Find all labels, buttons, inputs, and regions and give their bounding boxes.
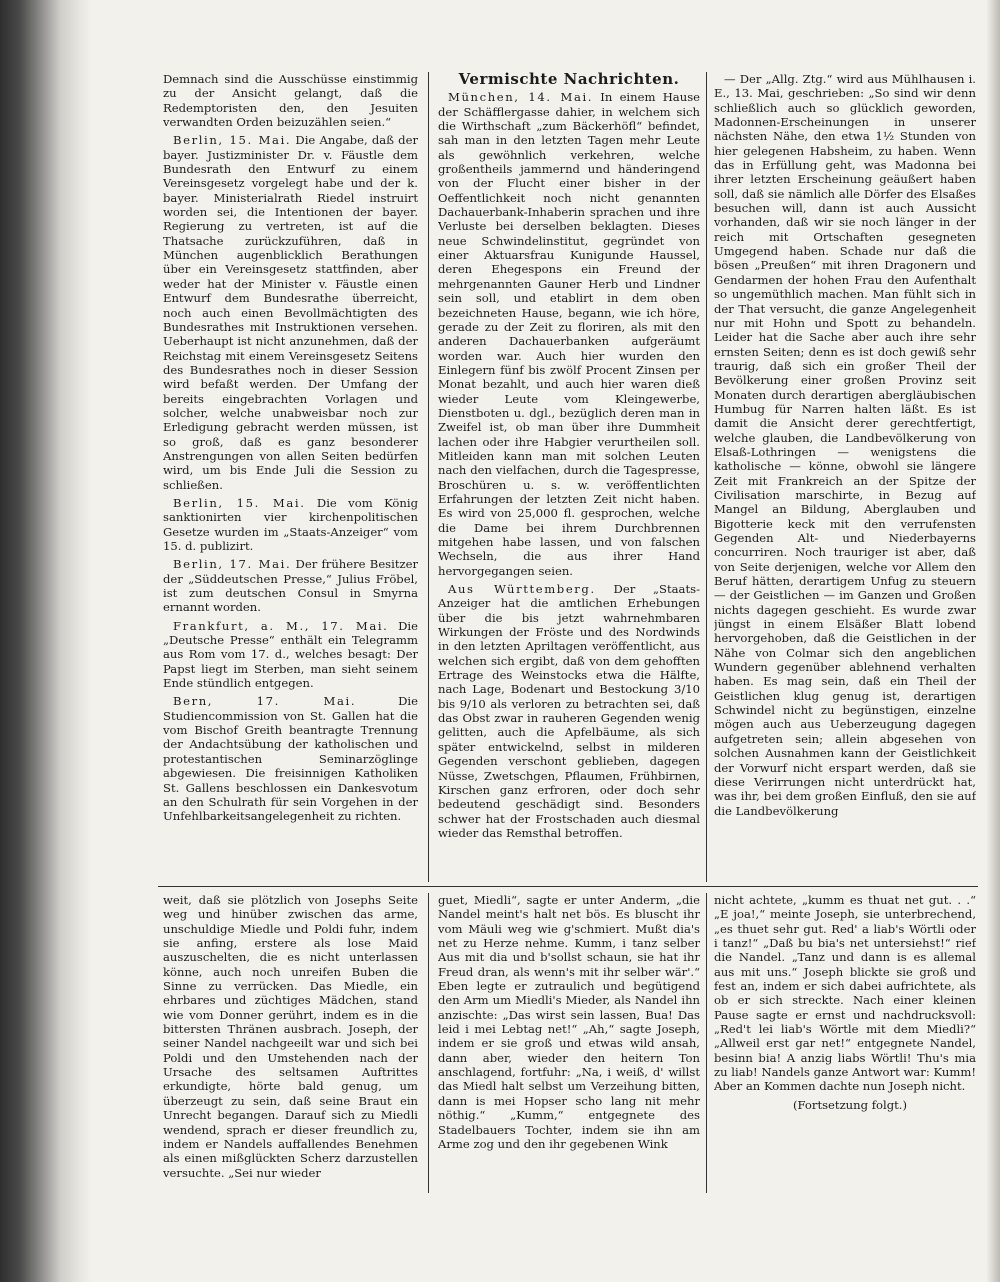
- dateline: Berlin, 17. Mai.: [173, 557, 292, 572]
- col1-paragraph-6: [163, 694, 418, 823]
- feuilleton-column-3: [714, 893, 976, 1193]
- dateline: Berlin, 15. Mai.: [173, 133, 292, 148]
- to-be-continued: (Fortsetzung folgt.): [792, 1097, 907, 1112]
- dateline: Berlin, 15. Mai.: [173, 495, 306, 510]
- dateline: Frankfurt, a. M., 17. Mai.: [173, 618, 389, 633]
- feuilleton-paragraph: weit, daß sie plötzlich von Josephs Seite weg und hinüber zwischen das arme, unschuldige Miedle und Poldi fuhr, indem sie anfing, erstere als lose Maid auszuschelten, die es nicht unterlassen könne, auch noch unreifen Buben die Sinne zu verrücken. Das Miedle, ein ehrbares und züchtiges Mädchen, stand wie vom Donner gerührt, indem es in die bittersten Thränen ausbrach. Joseph, der seiner Nandel nachgeeilt war und sich bei Poldi und den Umstehenden nach der Ursache des seltsamen Auftrittes erkundigte, hörte bald genug, um überzeugt zu sein, daß seine Braut ein Unrecht begangen. Darauf sich zu Miedli wendend, sprach er dieser freundlich zu, indem er Nandels auffallendes Benehmen als einen mißglückten Scherz darzustellen versuchte. „Sei nur wieder: [163, 893, 418, 1180]
- column-2: [438, 72, 700, 880]
- feuilleton-paragraph: guet, Miedli“, sagte er unter Anderm, „die Nandel meint's halt net bös. Es bluscht ihr vom Mäuli weg wie g'schmiert. Mußt dia's net zu Herze nehme. Kumm, i tanz selber Aus mit dia und b'sollst schaun, sie hat ihr Freud dran, als wenn's mit ihr selber wär'.“ Eben legte er zutraulich und begütigend den Arm um Miedli's Mieder, als Nandel ihn anzischte: „Das wirst sein lassen, Bua! Das leid i mei Lebtag net!“ „Ah,“ sagte Joseph, indem er sie groß und etwas wild ansah, dann aber, wieder den heitern Ton anschlagend, fortfuhr: „Na, i weiß, d' willst das Miedl halt selbst um Verzeihung bitten, dann is mei Hopser scho lang nit mehr nöthig.“ „Kumm,“ entgegnete des Stadelbauers Tochter, indem sie ihn am Arme zog und den ihr gegebenen Wink: [438, 893, 700, 1151]
- paragraph-text: Der „Staats-Anzeiger hat die amtlichen Erhebungen über die bis jetzt wahrnehmbaren Wirkungen der Fröste und des Nordwinds in den letzten Apriltagen veröffentlicht, aus welchen sich ergibt, daß von dem gehofften Ertrage des Weinstocks etwa die Hälfte, nach Lage, Bodenart und Bestockung 3/10 bis 9/10 als verloren zu betrachten sei, daß das Obst zwar in rauheren Gegenden wenig gelitten, auch die Apfelbäume, als sich später entwickelnd, selbst in milderen Gegenden verschont geblieben, dagegen Nüsse, Zwetschgen, Pflaumen, Frühbirnen, Kirschen ganz erfroren, oder doch sehr bedeutend geschädigt sind. Besonders schwer hat der Frostschaden auch diesmal wieder das Remsthal betroffen.: [438, 582, 700, 840]
- column-divider: [428, 893, 429, 1193]
- feuilleton-column-1: [163, 893, 418, 1193]
- col2-paragraph-1: [438, 90, 700, 578]
- paragraph-text: Die vom König sanktionirten vier kirchenpolitischen Gesetze wurden im „Staats-Anzeiger“ vom 15. d. publizirt.: [163, 495, 418, 553]
- column-divider: [428, 72, 429, 882]
- col2-paragraph-2: [438, 582, 700, 840]
- col1-paragraph-1: Demnach sind die Ausschüsse einstimmig zu der Ansicht gelangt, daß die Redemptoristen den, den Jesuiten verwandten Orden beizuzählen seien.“: [163, 72, 418, 130]
- dateline: Bern, 17. Mai.: [173, 694, 357, 709]
- col1-paragraph-3: [163, 496, 418, 553]
- dateline: Aus Württemberg.: [448, 582, 596, 597]
- feuilleton-paragraph: nicht achtete, „kumm es thuat net gut. . .“ „E joa!,“ meinte Joseph, sie unterbrechend, „es thuet sehr gut. Red' a liab's Wörtli oder i tanz!“ „Daß bu bia's net untersiehst!“ rief die Nandel. „Tanz und dann is es allemal aus mit uns.“ Joseph blickte sie groß und fest an, indem er sich dabei aufrichtete, als ob er sich streckte. Nach einer kleinen Pause sagte er ernst und nachdrucksvoll: „Red't lei liab's Wörtle mit dem Miedli?“ „Allweil erst gar net!“ entgegnete Nandel, besinn bia! A anzig liabs Wörtli! Thu's mia zu liab! Nandels ganze Antwort war: Kumm! Aber an Kommen dachte nun Joseph nicht.: [714, 893, 976, 1094]
- dateline: München, 14. Mai.: [448, 90, 594, 105]
- column-divider: [706, 893, 707, 1193]
- book-binding-edge: [0, 0, 92, 1282]
- column-3: [714, 72, 976, 880]
- col3-paragraph-1: — Der „Allg. Ztg.“ wird aus Mühlhausen i. E., 13. Mai, geschrieben: „So sind wir denn schließlich auch so glücklich geworden, Madonnen-Erscheinungen in unserer nächsten Nähe, den etwa 1½ Stunden von hier gelegenen Habsheim, zu haben. Wenn das in Erfüllung geht, was Madonna bei ihrer letzten Erscheinung geäußert haben soll, daß sie nämlich alle Dörfer des Elsaßes besuchen will, dann ist auch Aussicht vorhanden, daß wir sie noch länger in der reich mit Ortschaften gesegneten Umgegend haben. Schade nur daß die bösen „Preußen“ mit ihren Dragonern und Gendarmen der hohen Frau den Aufenthalt so ungemüthlich machen. Man fühlt sich in der That versucht, die ganze Angelegenheit nur mit Hohn und Spott zu behandeln. Leider hat die Sache aber auch ihre sehr ernsten Seiten; denn es ist doch gewiß sehr traurig, daß sich ein großer Theil der Bevölkerung einer großen Provinz seit Monaten durch derartigen abergläubischen Humbug für Narren halten läßt. Es ist damit die Ansicht derer gerechtfertigt, welche glauben, die Landbevölkerung von Elsaß-Lothringen — wenigstens die katholische — könne, obwohl sie längere Zeit mit Frankreich an der Spitze der Civilisation marschirte, in Bezug auf Mangel an Bildung, Aberglauben und Bigotterie keck mit den verrufensten Gegenden Alt- und Niederbayerns concurriren. Noch trauriger ist aber, daß von Seite derjenigen, welche vor Allem den Beruf hätten, derartigem Unfug zu steuern — der Geistlichen — im Ganzen und Großen nichts dagegen geschieht. Es wurde zwar jüngst in einem Elsäßer Blatt lobend hervorgehoben, daß die Geistlichen in der Nähe von Colmar sich den angeblichen Wundern gegenüber ablehnend verhalten haben. Es mag sein, daß ein Theil der Geistlichen klug genug ist, derartigen Schwindel nicht zu begünstigen, einzelne mögen auch aus Ueberzeugung dagegen aufgetreten sein; allein abgesehen von solchen Ausnahmen kann der Geistlichkeit der Vorwurf nicht erspart werden, daß sie diese Verirrungen nicht unterdrückt hat, was ihr, bei dem großen Einfluß, den sie auf die Landbevölkerung: [714, 72, 976, 818]
- paragraph-text: Die Angabe, daß der bayer. Justizminister Dr. v. Fäustle dem Bundesrath den Entwurf zu einem Vereinsgesetz vorgelegt habe und der k. bayer. Ministerialrath Riedel instruirt worden sei, die Intentionen der bayer. Regierung zu vertreten, ist auf die Thatsache zurückzuführen, daß in München augenblicklich Berathungen über ein Vereinsgesetz stattfinden, aber weder hat der Minister v. Fäustle einen Entwurf dem Bundesrathe überreicht, noch auch einen Bevollmächtigten des Bundesrathes mit Instruktionen versehen. Ueberhaupt ist nicht anzunehmen, daß der Reichstag mit einem Vereinsgesetz Seitens des Bundesrathes noch in dieser Session wird befaßt werden. Der Umfang der bereits eingebrachten Vorlagen und solcher, welche unabweisbar noch zur Erledigung gebracht werden müssen, ist so groß, daß es ganz besonderer Anstrengungen von allen Seiten bedürfen wird, um bis Ende Juli die Session zu schließen.: [163, 133, 418, 492]
- paragraph-text: In einem Hause der Schäfflergasse dahier, in welchem sich die Wirthschaft „zum Bäckerhöfl“ befindet, sah man in den letzten Tagen mehr Leute als gewöhnlich verkehren, welche großentheils jammernd und händeringend von der Flucht einer bisher in der Oeffentlichkeit noch nicht genannten Dachauerbank-Inhaberin sprachen und ihre Verluste bei derselben beklagten. Dieses neue Schwindelinstitut, gegründet von einer Aktuarsfrau Kunigunde Haussel, deren Ehegespons ein Freund der mehrgenannten Gauner Herb und Lindner sein soll, und etablirt in dem oben bezeichneten Hause, begann, wie ich höre, gerade zu der Zeit zu floriren, als mit den anderen Dachauerbanken aufgeräumt worden war. Auch hier wurden den Einlegern fünf bis zwölf Procent Zinsen per Monat bezahlt, und auch hier waren dieß wieder Leute vom Kleingewerbe, Dienstboten u. dgl., bezüglich deren man in Zweifel ist, ob man über ihre Dummheit lachen oder ihre Habgier verurtheilen soll. Mitleiden kann man mit solchen Leuten nach den vielfachen, durch die Tagespresse, Broschüren u. s. w. veröffentlichten Erfahrungen der letzten Zeit nicht haben. Es wird von 25,000 fl. gesprochen, welche die Dame bei ihrem Durchbrennen mitgehen habe lassen, und von falschen Wechseln, die aus ihrer Hand hervorgegangen seien.: [438, 90, 700, 578]
- column-1: [163, 72, 418, 880]
- feuilleton-column-2: [438, 893, 700, 1193]
- col1-paragraph-2: [163, 133, 418, 492]
- paragraph-text: Der frühere Besitzer der „Süddeutschen Presse,“ Julius Fröbel, ist zum deutschen Consul in Smyrna ernannt worden.: [163, 557, 418, 615]
- column-divider: [706, 72, 707, 882]
- feuilleton-separator: [158, 886, 978, 887]
- col1-paragraph-4: [163, 557, 418, 614]
- paragraph-text: Die „Deutsche Presse“ enthält ein Telegramm aus Rom vom 17. d., welches besagt: Der Papst liegt im Sterben, man sieht seinem Ende stündlich entgegen.: [163, 618, 418, 691]
- paragraph-text: Die Studiencommission von St. Gallen hat die vom Bischof Greith beantragte Trennung der Andachtsübung der katholischen und protestantischen Seminarzöglinge abgewiesen. Die freisinnigen Katholiken St. Gallens beschlossen ein Dankesvotum an den Schulrath für sein Vorgehen in der Unfehlbarkeitsangelegenheit zu richten.: [163, 694, 418, 824]
- section-heading: Vermischte Nachrichten.: [458, 72, 680, 88]
- page-right-shadow: [986, 0, 1000, 1282]
- col1-paragraph-5: [163, 619, 418, 691]
